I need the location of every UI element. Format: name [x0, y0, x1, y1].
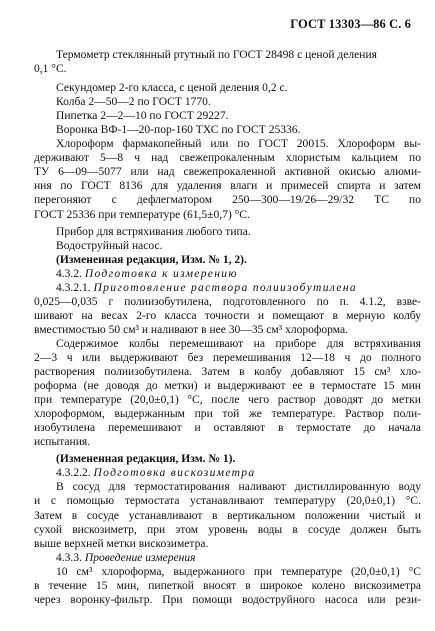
- document-body: [34, 48, 421, 607]
- text-line: В сосуд для термостатирования наливают дистиллированную воду: [56, 481, 421, 494]
- text-line: роформа (не доводя до метки) и выдерживают ее в термостате 15 мин: [34, 380, 421, 393]
- section-heading-4-3-2-1: [34, 281, 421, 295]
- text-line: Затем в сосуде устанавливают в вертикальном положении чистый и: [34, 509, 421, 522]
- section-heading-4-3-3: [34, 551, 421, 565]
- text-line: Секундомер 2-го класса, с ценой деления 0,2 с.: [56, 82, 288, 95]
- section-title: Подготовка к измерению: [84, 267, 238, 280]
- text-line: при температуре (20,0±0,1) °С, после чего раствор доводят до метки: [34, 394, 421, 407]
- page-header: ГОСТ 13303—86 С. 6: [290, 17, 411, 31]
- section-number: 4.3.2.1.: [56, 281, 91, 294]
- section-number: 4.3.2.2.: [56, 467, 91, 480]
- text-line: 10 см³ хлороформа, выдержанного при температуре (20,0±0,1) °С: [56, 565, 421, 578]
- text-line: и с помощью термостата устанавливают температуру (20,0±0,1) °С.: [34, 495, 421, 508]
- section-number: 4.3.3.: [56, 551, 82, 564]
- text-line: ГОСТ 25336 при температуре (61,5±0,7) °С.: [34, 208, 250, 221]
- text-line: испытания.: [34, 436, 91, 449]
- section-number: 4.3.2.: [56, 267, 82, 280]
- amendment-note: (Измененная редакция, Изм. № 1).: [56, 453, 236, 466]
- text-line: Содержимое колбы перемешивают на приборе для встряхивания: [56, 337, 421, 350]
- text-line: изобутилена перемешивают и оставляют в термостате до начала: [34, 422, 421, 435]
- text-line: Термометр стеклянный ртутный по ГОСТ 28498 с ценой деления: [56, 49, 377, 61]
- section-heading-4-3-2-2: [34, 466, 421, 480]
- text-line: выше верхней метки вискозиметра.: [34, 537, 209, 550]
- text-line: Пипетка 2—2—10 по ГОСТ 29227.: [56, 110, 229, 123]
- section-title: Приготовление раствора полиизобутилена: [93, 281, 357, 294]
- text-line: растворения полиизобутилена. Затем в колбу добавляют 15 см³ хло-: [34, 366, 421, 379]
- text-line: в течение 15 мин, пипеткой вносят в широкое колено вискозиметра: [34, 579, 421, 592]
- section-title: Проведение измерения: [84, 551, 196, 564]
- text-line: 0,1 °С.: [34, 63, 67, 76]
- text-line: Колба 2—50—2 по ГОСТ 1770.: [56, 96, 211, 109]
- text-line: шивают на весах 2-го класса точности и помещают в мерную колбу: [34, 309, 421, 322]
- text-line: ТУ 6—09—5077 или над свежепрокаленной активной окисью алюми-: [34, 166, 421, 179]
- amendment-note: (Измененная редакция, Изм. № 1, 2).: [56, 253, 247, 266]
- section-title: Подготовка вискозиметра: [93, 467, 256, 480]
- text-line: Водоструйный насос.: [56, 239, 163, 252]
- text-line: через воронку-фильтр. При помощи водоструйного насоса или рези-: [34, 593, 421, 606]
- text-line: перегоняют с дефлегматором 250—300—19/26—29/32 ТС по: [34, 194, 421, 207]
- text-line: сухой вискозиметр, при этом уровень воды в сосуде должен быть: [34, 523, 421, 536]
- text-line: Прибор для встряхивания любого типа.: [56, 225, 251, 238]
- text-line: хлороформом, выдержанным при той же температуре. Раствор поли-: [34, 408, 421, 421]
- text-line: держивают 5—8 ч над свежепрокаленным хлористым кальцием по: [34, 152, 421, 165]
- text-line: Хлороформ фармакопейный или по ГОСТ 20015. Хлороформ вы-: [56, 138, 421, 151]
- text-line: 0,025—0,035 г полиизобутилена, подготовленного по п. 4.1.2, взве-: [34, 295, 421, 308]
- text-line: Воронка ВФ-1—20-пор-160 ТХС по ГОСТ 25336.: [56, 124, 301, 137]
- section-heading-4-3-2: [34, 267, 421, 281]
- text-line: ния по ГОСТ 8136 для удаления влаги и примесей спирта и затем: [34, 180, 421, 193]
- text-line: 2—3 ч или выдерживают без перемешивания 12—18 ч до полного: [34, 351, 421, 364]
- text-line: вместимостью 50 см³ и наливают в нее 30—35 см³ хлороформа.: [34, 323, 349, 336]
